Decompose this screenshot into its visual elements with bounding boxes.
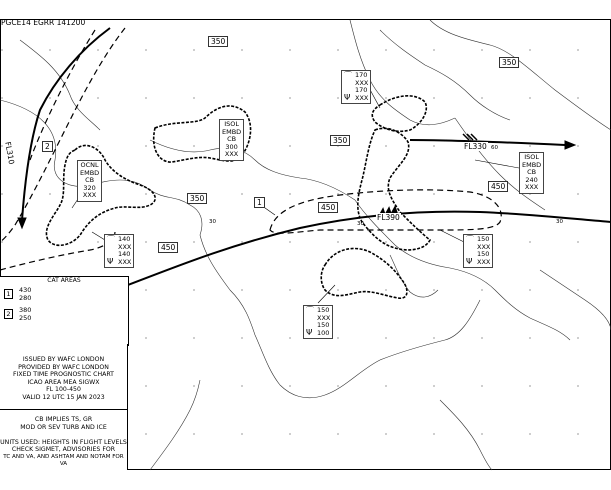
grid-label: 30 [357,221,364,227]
cat-areas-panel [0,276,129,346]
tropopause-height: 450 [488,181,508,192]
cat-area-item: 1 430 280 [4,286,31,302]
turbulence-icon: ⌒ [306,306,314,315]
legend-info-panel: CB IMPLIES TS, GR MOD OR SEV TURB AND ICE UNITS USED: HEIGHTS IN FLIGHT LEVELS CHECK SIGMET, ADVISORIES FOR TC AND VA, AND ASHTAM AND NOTAM FOR VA [0,410,128,470]
cat-area-item: 2 380 250 [4,306,31,322]
issue-info-panel: ISSUED BY WAFC LONDON PROVIDED BY WAFC LONDON FIXED TIME PROGNOSTIC CHART ICAO AREA MEA SIGWX FL 100-450 VALID 12 UTC 15 JAN 2023 [0,344,128,410]
turb-icing-box: ⌒ Ψ 150 XXX 150 100 [303,305,333,339]
turbulence-icon: ⌒ [344,71,352,80]
turbulence-icon: ⌒ [466,235,474,244]
icing-icon: Ψ [466,257,473,266]
cb-info-box: ISOL EMBD CB 300 XXX [219,119,244,161]
cat-area-marker: 2 [42,141,53,152]
chart-id: PGCE14 EGRR 141200 [1,18,86,27]
grid-label: 60 [491,145,498,151]
grid-label: 30 [556,219,563,225]
turb-icing-box: ⌒ Ψ 170 XXX 170 XXX [341,70,371,104]
cb-info-box: ISOL EMBD CB 240 XXX [519,152,544,194]
tropopause-height: 450 [318,202,338,213]
grid-label: 30 [209,219,216,225]
tropopause-height: 350 [187,193,207,204]
cat-area-marker: 1 [254,197,265,208]
turbulence-icon: ⌒ [107,235,115,244]
tropopause-height: 350 [208,36,228,47]
icing-icon: Ψ [306,328,313,337]
cat-areas-title: CAT AREAS [47,277,81,284]
jet-fl-label: FL330 [464,142,487,151]
tropopause-height: 350 [330,135,350,146]
cb-info-box: OCNL EMBD CB 320 XXX [77,160,102,202]
icing-icon: Ψ [344,93,351,102]
jet-fl-label: FL390 [377,213,400,222]
tropopause-height: 350 [499,57,519,68]
jet-fl-label: FL310 [3,140,17,166]
tropopause-height: 450 [158,242,178,253]
turb-icing-box: ⌒ Ψ 140 XXX 140 XXX [104,234,134,268]
turb-icing-box: ⌒ Ψ 150 XXX 150 XXX [463,234,493,268]
icing-icon: Ψ [107,257,114,266]
